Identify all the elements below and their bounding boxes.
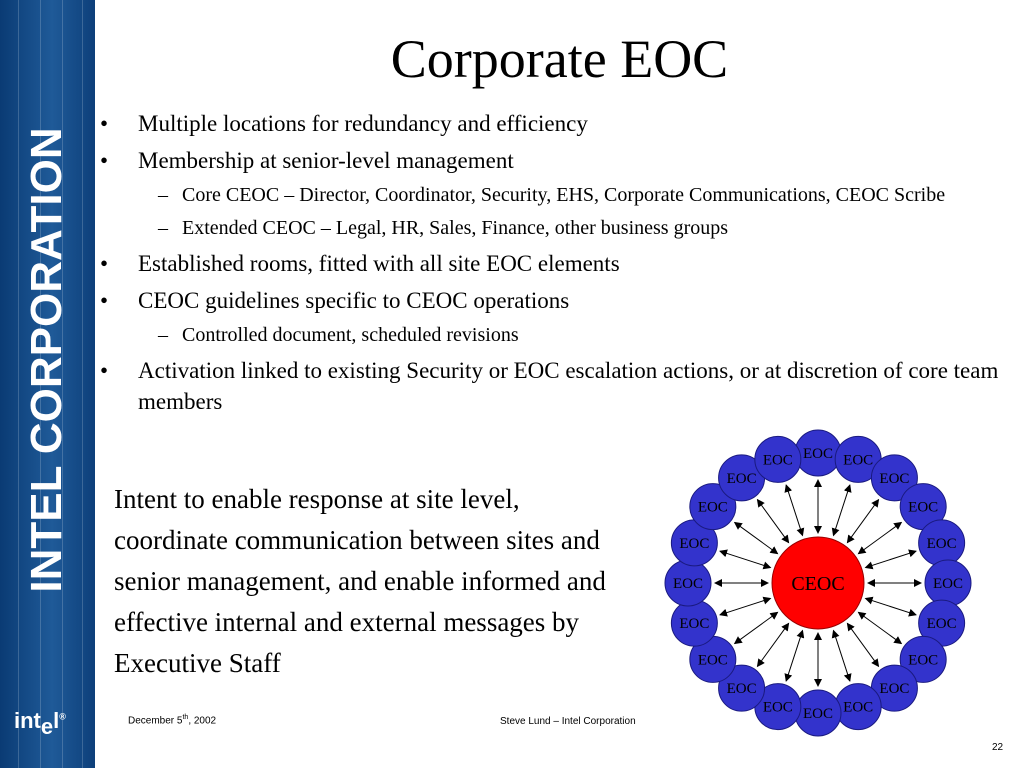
bullet-item: • Multiple locations for redundancy and efficiency [100, 108, 1000, 139]
eoc-node [795, 690, 841, 736]
connection-arrow [735, 522, 778, 553]
eoc-node [671, 600, 717, 646]
connection-arrow [735, 612, 778, 643]
connection-arrow [847, 500, 878, 543]
bullet-list [100, 108, 1000, 423]
connection-arrow [858, 612, 901, 643]
connection-arrow [786, 631, 802, 681]
eoc-node-label: EOC [803, 446, 833, 462]
connection-arrow [847, 623, 878, 666]
sidebar [0, 0, 95, 768]
eoc-node-label: EOC [697, 499, 728, 516]
eoc-node-label: EOC [879, 681, 910, 698]
bullet-item: • Established rooms, fitted with all site EOC elements [100, 248, 1000, 279]
eoc-node [755, 436, 801, 482]
intent-paragraph: Intent to enable response at site level, coordinate communication between sites and senior management, and enable informed and effective internal and external messages by Executive Staff [114, 484, 606, 678]
footer-author: Steve Lund – Intel Corporation [500, 716, 636, 727]
sub-bullet-item: – Extended CEOC – Legal, HR, Sales, Finance, other business groups [100, 215, 1000, 242]
eoc-node-label: EOC [726, 681, 757, 698]
eoc-node-label: EOC [926, 535, 957, 552]
bullet-item: • CEOC guidelines specific to CEOC operations [100, 285, 1000, 316]
bullet-item: • Membership at senior-level management [100, 145, 1000, 176]
connection-arrow [833, 631, 849, 681]
eoc-node-label: EOC [843, 452, 874, 469]
eoc-node [835, 684, 881, 730]
connection-arrow [720, 598, 770, 614]
eoc-node-label: EOC [679, 535, 710, 552]
sidebar-stripe [18, 0, 19, 768]
connection-arrow [833, 485, 849, 535]
eoc-node-label: EOC [697, 652, 728, 669]
eoc-node-label: EOC [926, 616, 957, 633]
eoc-node-label: EOC [762, 699, 793, 716]
connection-arrow [786, 485, 802, 535]
eoc-node-label: EOC [879, 470, 910, 487]
eoc-node-label: EOC [908, 499, 939, 516]
eoc-node-label: EOC [762, 452, 793, 469]
sidebar-stripe [82, 0, 83, 768]
sub-bullet-item: – Core CEOC – Director, Coordinator, Security, EHS, Corporate Communications, CEOC Scribe [100, 182, 1000, 209]
page-number: 22 [992, 742, 1004, 753]
eoc-node-label: EOC [908, 652, 939, 669]
sub-bullet-item: – Controlled document, scheduled revisions [100, 322, 1000, 349]
bullet-item: • Activation linked to existing Security or EOC escalation actions, or at discretion of core team members [100, 355, 1000, 417]
company-name-vertical: INTEL CORPORATION [22, 127, 71, 593]
eoc-node-label: EOC [803, 706, 833, 722]
eoc-node [919, 520, 965, 566]
eoc-network-diagram [640, 420, 1000, 750]
intel-logo: intel® [14, 708, 66, 739]
connection-arrow [757, 623, 788, 666]
eoc-node-label: EOC [726, 470, 757, 487]
eoc-node-label: EOC [843, 699, 874, 716]
slide-title: Corporate EOC [390, 29, 729, 89]
connection-arrow [866, 598, 916, 614]
eoc-node [925, 560, 971, 606]
connection-arrow [720, 551, 770, 567]
connection-arrow [866, 551, 916, 567]
eoc-node-label: EOC [673, 576, 703, 592]
ceoc-center-label: CEOC [791, 573, 845, 595]
eoc-node [665, 560, 711, 606]
footer-date: December 5th, 2002 [128, 714, 217, 727]
connection-arrow [757, 500, 788, 543]
eoc-node [795, 430, 841, 476]
eoc-node-label: EOC [679, 616, 710, 633]
eoc-node-label: EOC [933, 576, 963, 592]
connection-arrow [858, 522, 901, 553]
